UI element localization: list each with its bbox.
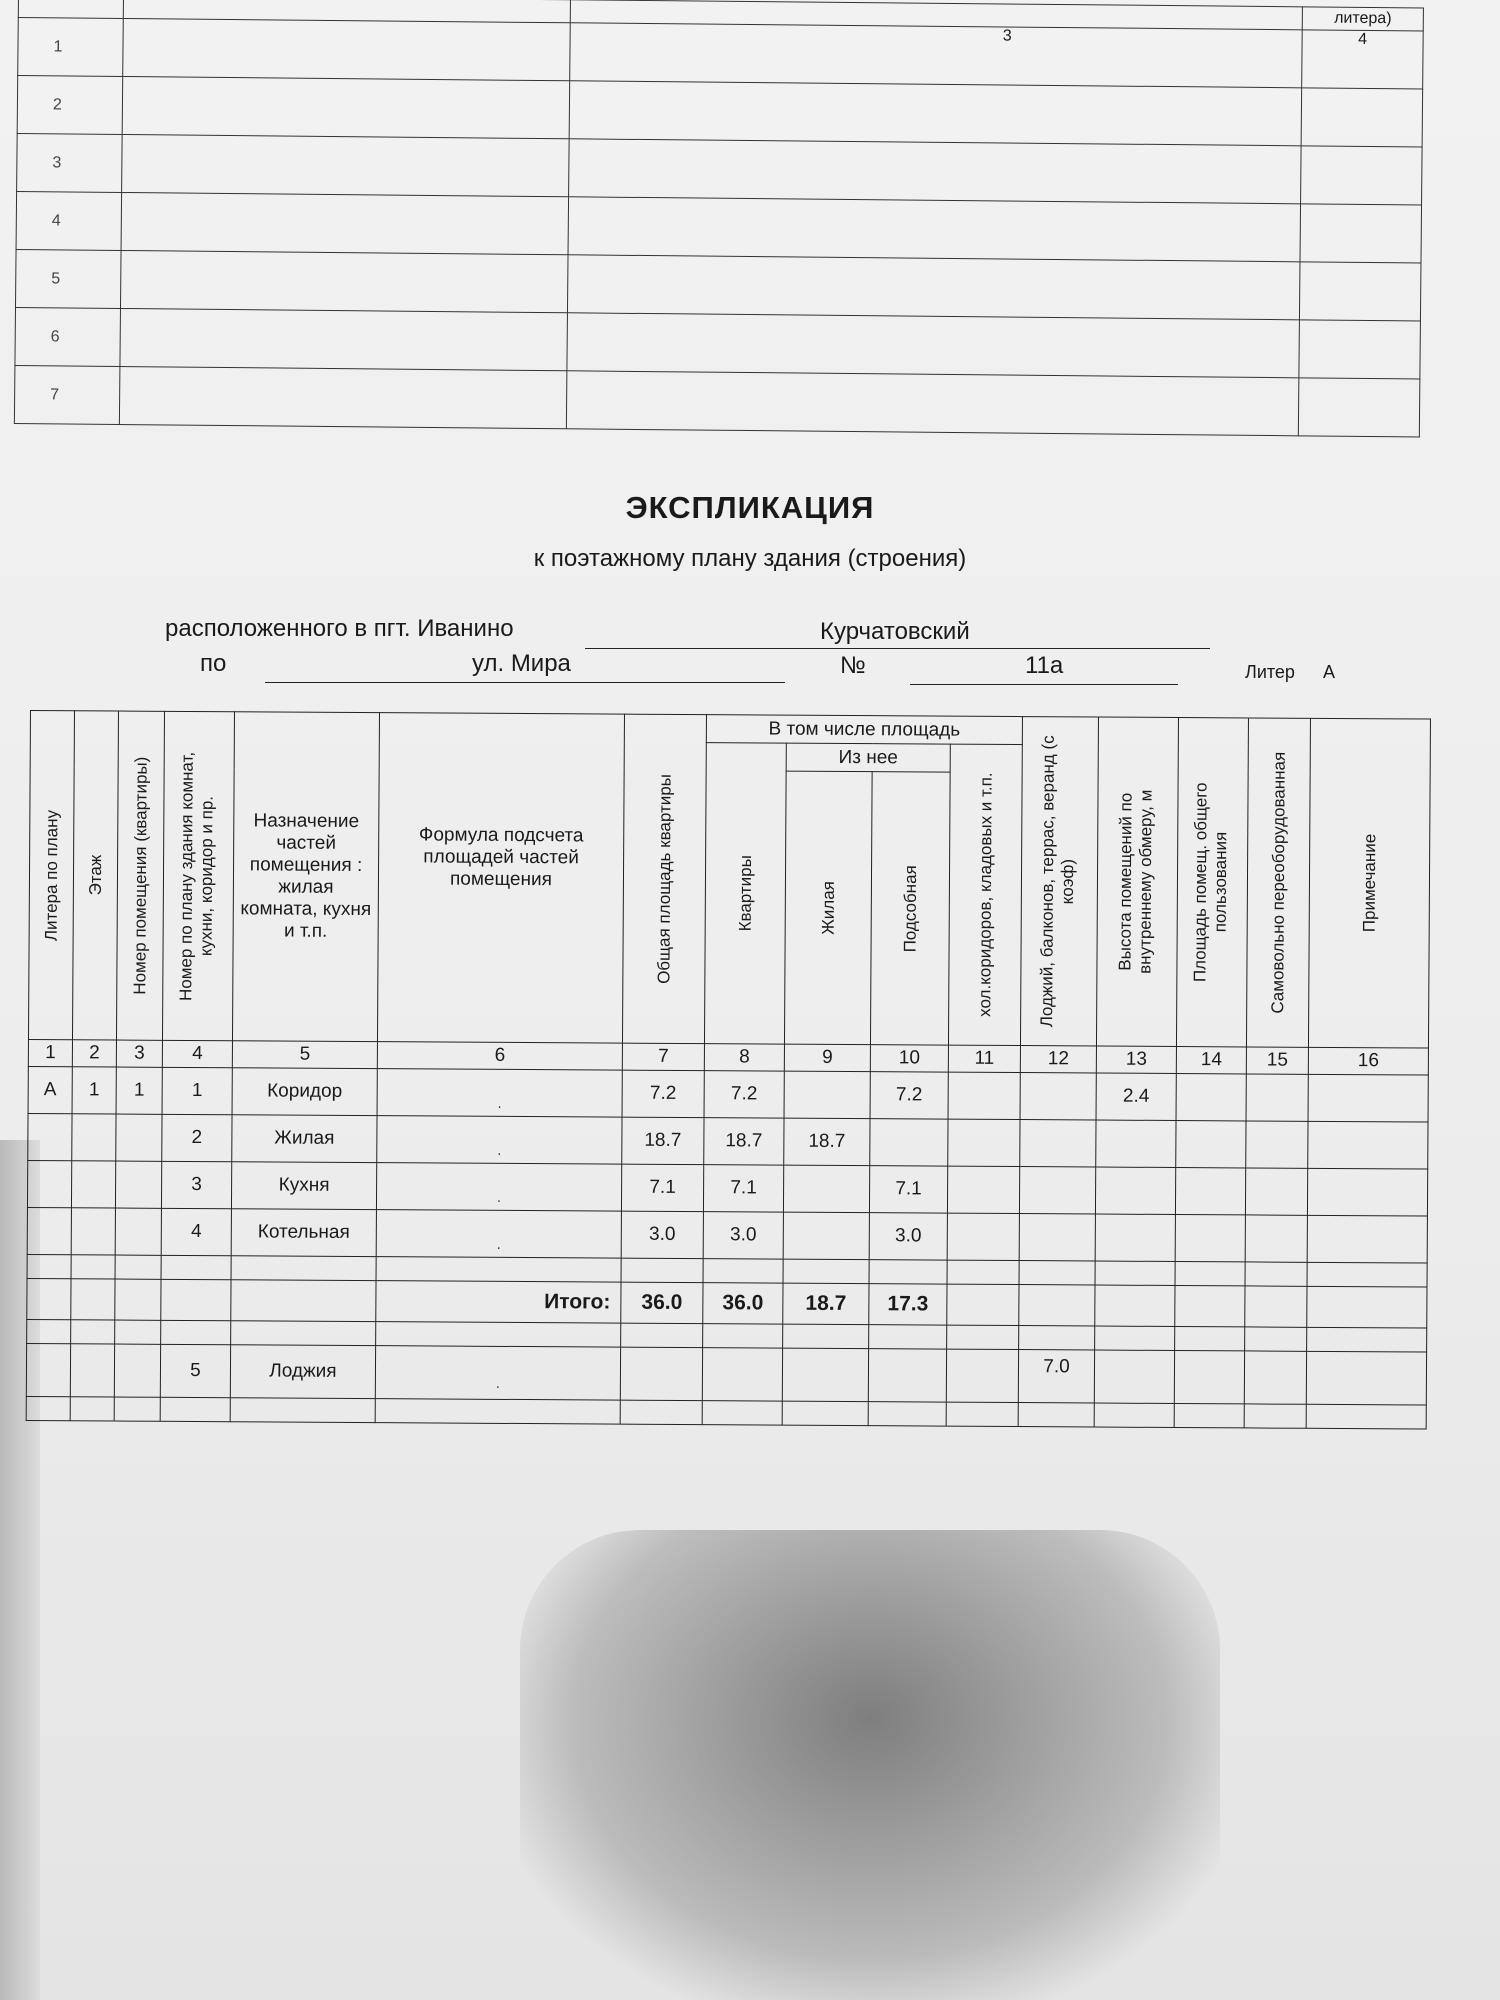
liter-label: Литер — [1245, 662, 1295, 682]
header-common-area: Площадь помещ. общего пользования — [1176, 718, 1248, 1047]
explication-table-wrap — [26, 710, 1431, 1430]
header-unauthorized: Самовольно переоборудованная — [1246, 718, 1310, 1047]
header-floor: Этаж — [72, 711, 118, 1040]
header-living: Жилая — [784, 771, 872, 1044]
district-value: Курчатовский — [820, 618, 970, 645]
header-loggia: Лоджий, балконов, террас, веранд (с коэф) — [1020, 717, 1098, 1046]
header-apartment-area: Квартиры — [704, 743, 786, 1044]
total-area-sum: 36.0 — [621, 1282, 703, 1324]
top-row-number: 5 — [15, 249, 120, 308]
top-row-number: 1 — [18, 18, 123, 77]
street-underline — [265, 682, 785, 683]
number-value: 11а — [1025, 652, 1064, 679]
table-row: А 1 1 1 Коридор $_.$ 7.2 7.2 7.2 2.4 — [28, 1066, 1428, 1122]
located-label: расположенного в пгт. Иванино — [165, 615, 514, 642]
auxiliary-area-sum: 17.3 — [869, 1284, 947, 1325]
number-underline — [910, 684, 1178, 685]
index-row: 1 2 3 4 5 6 7 8 9 10 11 12 13 14 15 16 — [28, 1039, 1428, 1075]
top-col3-number: 3 — [570, 23, 1302, 88]
header-auxiliary: Подсобная — [870, 772, 950, 1045]
header-cold-areas: хол.коридоров, кладовых и т.п. — [948, 744, 1022, 1045]
total-label: Итого: — [376, 1281, 621, 1323]
top-col4-number: 4 — [1302, 30, 1423, 89]
header-litera: Литера по плану — [28, 711, 74, 1040]
header-purpose: Назначение частей помещения : жилая комната, кухня и т.п. — [232, 712, 379, 1042]
district-underline — [585, 648, 1210, 649]
document-title: ЭКСПЛИКАЦИЯ — [625, 490, 875, 525]
top-header-partial: литера) — [1302, 7, 1423, 31]
header-apartment-number: Номер помещения (квартиры) — [116, 711, 164, 1040]
apartment-area-sum: 36.0 — [703, 1283, 783, 1324]
header-subgroup: Из нее — [786, 743, 950, 772]
loggia-row: 5 Лоджия $_.$ 7.0 — [26, 1343, 1426, 1405]
po-label: по — [200, 650, 227, 677]
header-height: Высота помещений по внутреннему обмеру, м — [1096, 717, 1178, 1046]
header-group-area: В том числе площадь — [706, 715, 1022, 745]
photo-shadow — [520, 1530, 1220, 2000]
header-room-number: Номер по плану здания комнат, кухни, коридор и пр. — [162, 711, 234, 1040]
header-total-area: Общая площадь квартиры — [622, 714, 706, 1043]
explication-table — [26, 710, 1431, 1430]
header-formula: Формула подсчета площадей частей помещения — [377, 713, 624, 1043]
living-area-sum: 18.7 — [783, 1283, 869, 1325]
table-row: 3 Кухня $_.$ 7.1 7.1 7.1 — [27, 1160, 1427, 1216]
top-row-number: 2 — [17, 76, 122, 135]
top-row-number: 6 — [15, 307, 120, 366]
number-label: № — [840, 652, 866, 679]
top-row-number: 3 — [17, 133, 122, 192]
table-row: 4 Котельная $_.$ 3.0 3.0 3.0 — [27, 1207, 1427, 1263]
street-value: ул. Мира — [472, 650, 571, 677]
header-note: Примечание — [1308, 718, 1430, 1048]
top-row-number: 4 — [16, 191, 121, 250]
document-subtitle: к поэтажному плану здания (строения) — [533, 545, 967, 572]
liter-value: А — [1323, 662, 1336, 682]
top-table — [14, 0, 1424, 437]
table-row: 2 Жилая $_.$ 18.7 18.7 18.7 — [28, 1113, 1428, 1169]
top-row-number: 7 — [14, 365, 119, 424]
